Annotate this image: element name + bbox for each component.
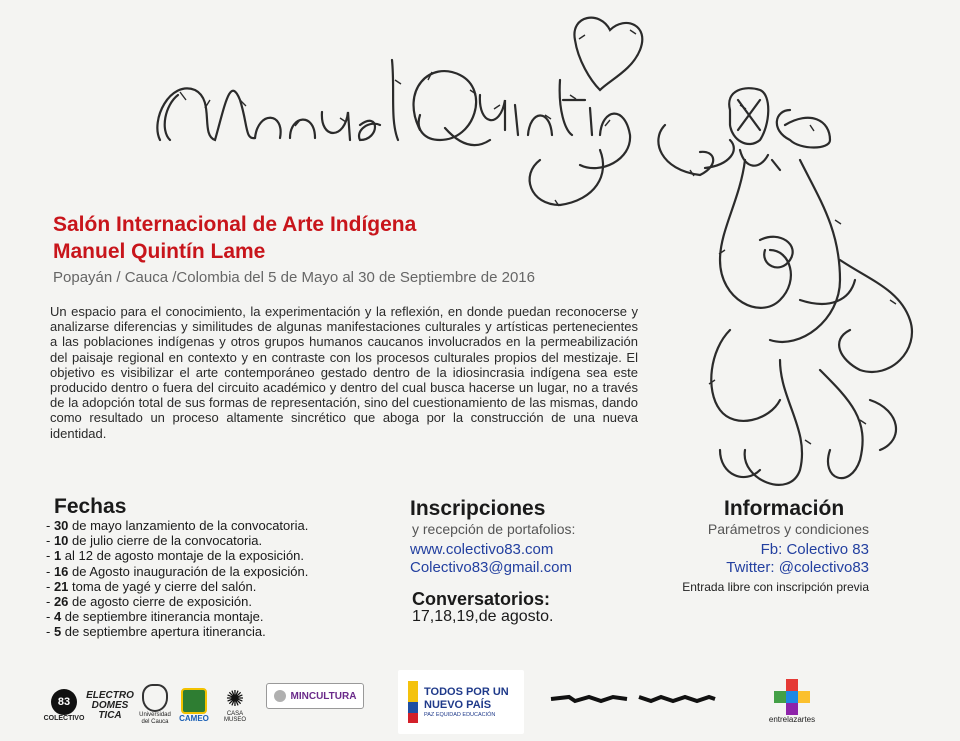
cameo-crest-icon	[181, 688, 207, 714]
colectivo83-mark: 83	[51, 689, 77, 715]
fecha-item: - 21 toma de yagé y cierre del salón.	[46, 578, 257, 594]
fecha-day: 1	[53, 548, 62, 564]
fecha-day: 30	[53, 518, 69, 533]
unicauca-logo	[138, 683, 172, 727]
colectivo83-logo	[43, 683, 85, 727]
fecha-day: 10	[53, 533, 69, 549]
fecha-text: de Agosto inauguración de la exposición.	[68, 563, 309, 579]
inscripciones-sub: y recepción de portafolios:	[412, 521, 576, 537]
email-link[interactable]: Colectivo83@gmail.com	[410, 559, 572, 576]
event-subtitle: Popayán / Cauca /Colombia del 5 de Mayo al 30 de Septiembre de 2016	[53, 269, 535, 286]
fecha-text: de agosto cierre de exposición.	[68, 594, 252, 610]
fecha-item: - 5 de septiembre apertura itinerancia.	[46, 624, 266, 640]
gobierno-logo	[398, 670, 524, 734]
partner-mark-icon	[637, 689, 717, 707]
fecha-day: 5	[53, 624, 62, 640]
fecha-item: - 10 de julio cierre de la convocatoria.	[46, 533, 263, 549]
informacion-heading: Información	[724, 497, 845, 520]
page-title-line1: Salón Internacional de Arte Indígena	[53, 213, 417, 236]
partner-logo	[636, 684, 718, 712]
casa-museo-logo	[216, 683, 254, 727]
fecha-text: de septiembre apertura itinerancia.	[61, 624, 266, 640]
mincultura-logo	[266, 683, 364, 709]
cameo-label: CAMEO	[179, 713, 209, 723]
entrelazartes-mark-icon	[774, 679, 810, 715]
fecha-day: 21	[53, 578, 69, 594]
laboratorios-mark-icon	[549, 689, 629, 707]
mincultura-label: MINCULTURA	[290, 690, 357, 702]
website-link[interactable]: www.colectivo83.com	[410, 541, 554, 558]
fecha-day: 16	[53, 563, 69, 579]
page-title-line2: Manuel Quintín Lame	[53, 240, 266, 263]
fechas-heading: Fechas	[54, 495, 127, 518]
twitter-link[interactable]: Twitter: @colectivo83	[726, 559, 869, 576]
fechas-list	[46, 518, 308, 640]
fecha-text: toma de yagé y cierre del salón.	[68, 578, 257, 594]
facebook-link[interactable]: Fb: Colectivo 83	[760, 541, 869, 558]
fecha-item: - 4 de septiembre itinerancia montaje.	[46, 609, 264, 625]
entry-note: Entrada libre con inscripción previa	[682, 580, 869, 594]
star-icon: ✺	[225, 686, 245, 711]
unicauca-label: Universidad del Cauca	[139, 712, 171, 725]
event-description: Un espacio para el conocimiento, la experimentación y la reflexión, en donde puedan reconocerse y analizarse diferencias y similitudes de algunas manifestaciones culturales y artísticas pertenecientes a las poblaciones indígenas y otros grupos humanos caucanos involucrados en la permeabilización del paisaje regional en contexto y en contraste con los procesos culturales propios del mestizaje. El objetivo es visibilizar el arte contemporáneo gestado dentro de la idiosincrasia indígena sea este producido dentro o fuera del circuito académico y dentro del cual busca hacerse un lugar, no a través de la adopción total de sus formas de representación, sino del cuestionamiento de las mismas, dando como resultado un proceso altamente sincrético que aboga por la construcción de una nueva identidad.	[50, 304, 638, 441]
fecha-day: 26	[53, 594, 69, 610]
conversatorios-heading: Conversatorios:	[412, 589, 551, 609]
casa-museo-label: CASA MUSEO	[223, 711, 246, 723]
fecha-text: de mayo lanzamiento de la convocatoria.	[68, 518, 309, 533]
laboratorios-logo	[548, 684, 630, 712]
conversatorios-dates: 17,18,19,de agosto.	[412, 608, 554, 625]
entrelazartes-label: entrelazartes	[768, 714, 816, 724]
fecha-item: - 30 de mayo lanzamiento de la convocatoria.	[46, 518, 309, 533]
fecha-item: - 16 de Agosto inauguración de la exposición.	[46, 563, 309, 579]
fecha-item: - 1 al 12 de agosto montaje de la exposición.	[46, 548, 305, 564]
electrodomestica-logo: ELECTRO DOMES TICA	[86, 690, 134, 721]
fecha-text: de septiembre itinerancia montaje.	[61, 609, 264, 625]
cameo-logo	[176, 683, 212, 727]
unicauca-shield-icon	[142, 684, 168, 712]
colectivo-label: COLECTIVO	[43, 714, 85, 722]
fecha-item: - 26 de agosto cierre de exposición.	[46, 594, 252, 610]
fecha-text: de julio cierre de la convocatoria.	[68, 533, 263, 549]
inscripciones-heading: Inscripciones	[410, 497, 546, 520]
flag-icon	[408, 681, 418, 723]
informacion-sub: Parámetros y condiciones	[707, 521, 869, 537]
fecha-day: 4	[53, 609, 62, 625]
mincultura-seal-icon	[274, 690, 286, 702]
fecha-text: al 12 de agosto montaje de la exposición.	[61, 548, 305, 564]
gobierno-slogan: TODOS POR UN NUEVO PAÍS	[424, 686, 509, 711]
gobierno-sub: PAZ EQUIDAD EDUCACIÓN	[424, 712, 496, 718]
entrelazartes-logo	[764, 668, 820, 734]
